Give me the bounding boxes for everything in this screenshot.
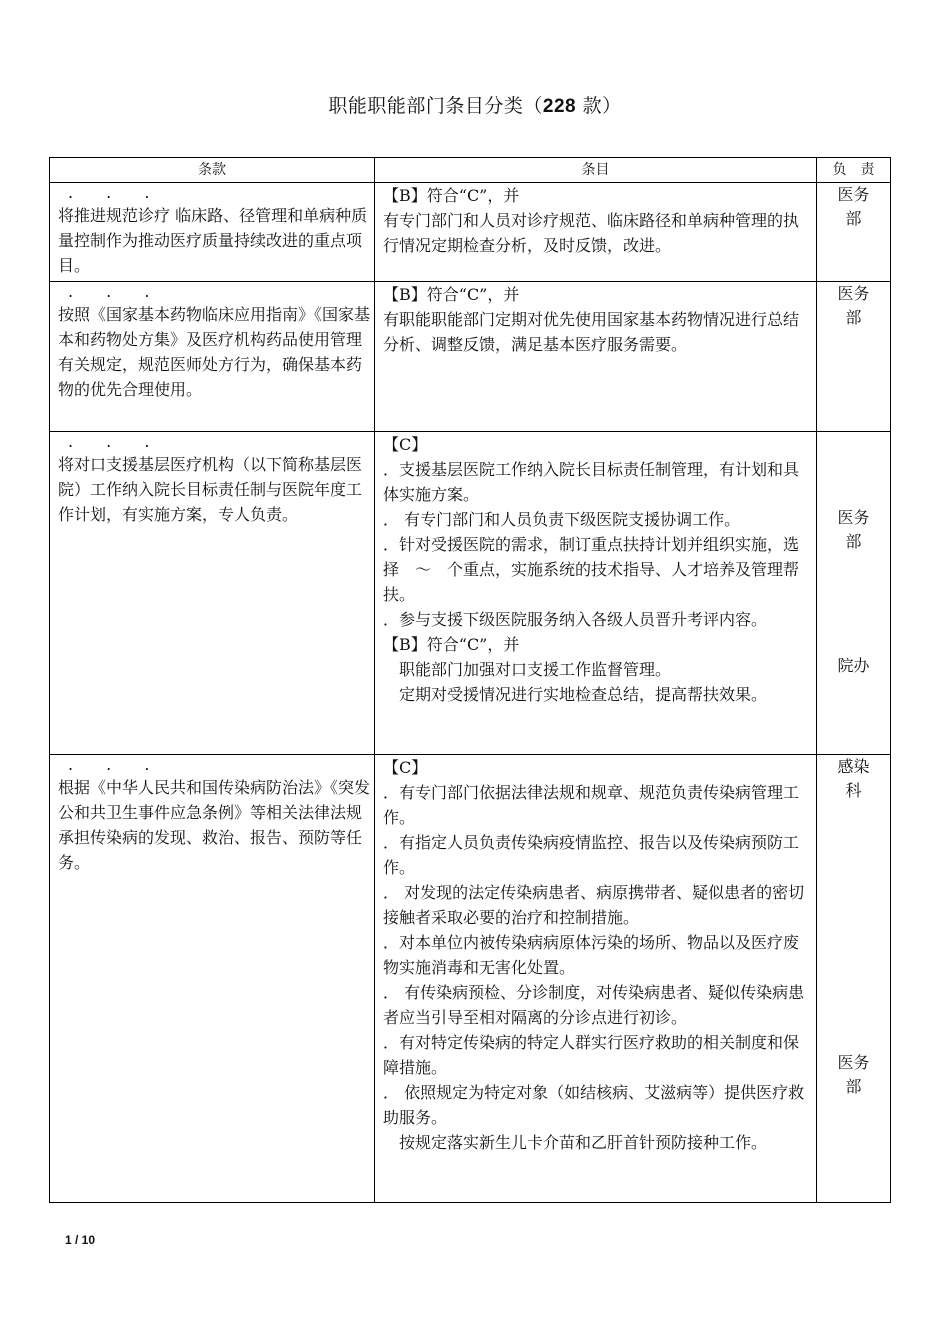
- clause-cell: [50, 755, 375, 1203]
- item-line: 有职能职能部门定期对优先使用国家基本药物情况进行总结分析、调整反馈，满足基本医疗服务需要。: [383, 310, 800, 354]
- table-row: [50, 432, 891, 755]
- clause-table: [49, 157, 891, 1203]
- item-line: 【B】符合“C”，并: [383, 635, 520, 654]
- item-line: ．有对特定传染病的特定人群实行医疗救助的相关制度和保障措施。: [383, 1033, 800, 1077]
- owner-label: 医务部: [837, 508, 870, 551]
- owner-label: 院办: [837, 656, 870, 675]
- owner-label: 医务部: [837, 284, 870, 327]
- item-line: 职能部门加强对口支援工作监督管理。: [383, 660, 672, 679]
- clause-number: . . .: [68, 755, 164, 774]
- item-line: ．支援基层医院工作纳入院长目标责任制管理，有计划和具体实施方案。: [383, 460, 800, 504]
- item-cell: [375, 432, 817, 755]
- item-line: ． 对发现的法定传染病患者、病原携带者、疑似患者的密切接触者采取必要的治疗和控制措施。: [383, 883, 805, 927]
- item-line: ．针对受援医院的需求，制订重点扶持计划并组织实施，选择 ～ 个重点，实施系统的技术指导、人才培养及管理帮扶。: [383, 535, 800, 604]
- item-line: ． 依照规定为特定对象（如结核病、艾滋病等）提供医疗救助服务。: [383, 1083, 805, 1127]
- item-line: 按规定落实新生儿卡介苗和乙肝首针预防接种工作。: [383, 1133, 768, 1152]
- item-line: ．有指定人员负责传染病疫情监控、报告以及传染病预防工作。: [383, 833, 800, 877]
- item-line: 【C】: [383, 758, 428, 777]
- owner-cell: [817, 183, 891, 282]
- clause-text: 按照《国家基本药物临床应用指南》《国家基本和药物处方集》及医疗机构药品使用管理有关规定，规范医师处方行为，确保基本药物的优先合理使用。: [58, 305, 371, 399]
- table-row: [50, 282, 891, 432]
- clause-text: 将推进规范诊疗 临床路、径管理和单病种质量控制作为推动医疗质量持续改进的重点项目。: [58, 206, 368, 275]
- item-line: 【B】符合“C”，并: [383, 285, 520, 304]
- clause-number: . . .: [68, 432, 164, 451]
- item-line: 定期对受援情况进行实地检查总结，提高帮扶效果。: [383, 685, 768, 704]
- clause-number: . . .: [68, 183, 164, 202]
- owner-cell: [817, 432, 891, 755]
- table-row: [50, 755, 891, 1203]
- item-line: ． 有传染病预检、分诊制度，对传染病患者、疑似传染病患者应当引导至相对隔离的分诊点进行初诊。: [383, 983, 805, 1027]
- clause-cell: [50, 183, 375, 282]
- page-number: 1 / 10: [65, 1233, 96, 1247]
- header-item: 条目: [375, 158, 817, 183]
- item-cell: [375, 183, 817, 282]
- page-title: 职能职能部门条目分类（228 款）: [328, 95, 622, 117]
- clause-number: . . .: [68, 282, 164, 301]
- item-line: ．对本单位内被传染病病原体污染的场所、物品以及医疗废物实施消毒和无害化处置。: [383, 933, 800, 977]
- item-line: 有专门部门和人员对诊疗规范、临床路径和单病种管理的执行情况定期检查分析，及时反馈，改进。: [383, 211, 800, 255]
- table-header-row: [50, 158, 891, 183]
- item-cell: [375, 282, 817, 432]
- owner-label: 医务部: [837, 185, 870, 228]
- item-line: 【C】: [383, 435, 428, 454]
- clause-text: 将对口支援基层医疗机构（以下简称基层医院）工作纳入院长目标责任制与医院年度工作计划，有实施方案，专人负责。: [58, 455, 363, 524]
- clause-cell: [50, 432, 375, 755]
- item-line: ．有专门部门依据法律法规和规章、规范负责传染病管理工作。: [383, 783, 800, 827]
- table-row: [50, 183, 891, 282]
- item-cell: [375, 755, 817, 1203]
- item-line: ．参与支援下级医院服务纳入各级人员晋升考评内容。: [383, 610, 768, 629]
- owner-cell: [817, 755, 891, 1203]
- owner-label: 感染科: [837, 757, 870, 800]
- owner-cell: [817, 282, 891, 432]
- clause-text: 根据《中华人民共和国传染病防治法》《突发公和共卫生事件应急条例》等相关法律法规承担传染病的发现、救治、报告、预防等任务。: [58, 778, 371, 872]
- owner-label: 医务部: [837, 1053, 870, 1096]
- clause-cell: [50, 282, 375, 432]
- header-clause: 条款: [50, 158, 375, 183]
- header-owner: 负 责: [817, 158, 891, 183]
- item-line: 【B】符合“C”，并: [383, 186, 520, 205]
- item-line: ． 有专门部门和人员负责下级医院支援协调工作。: [383, 510, 741, 529]
